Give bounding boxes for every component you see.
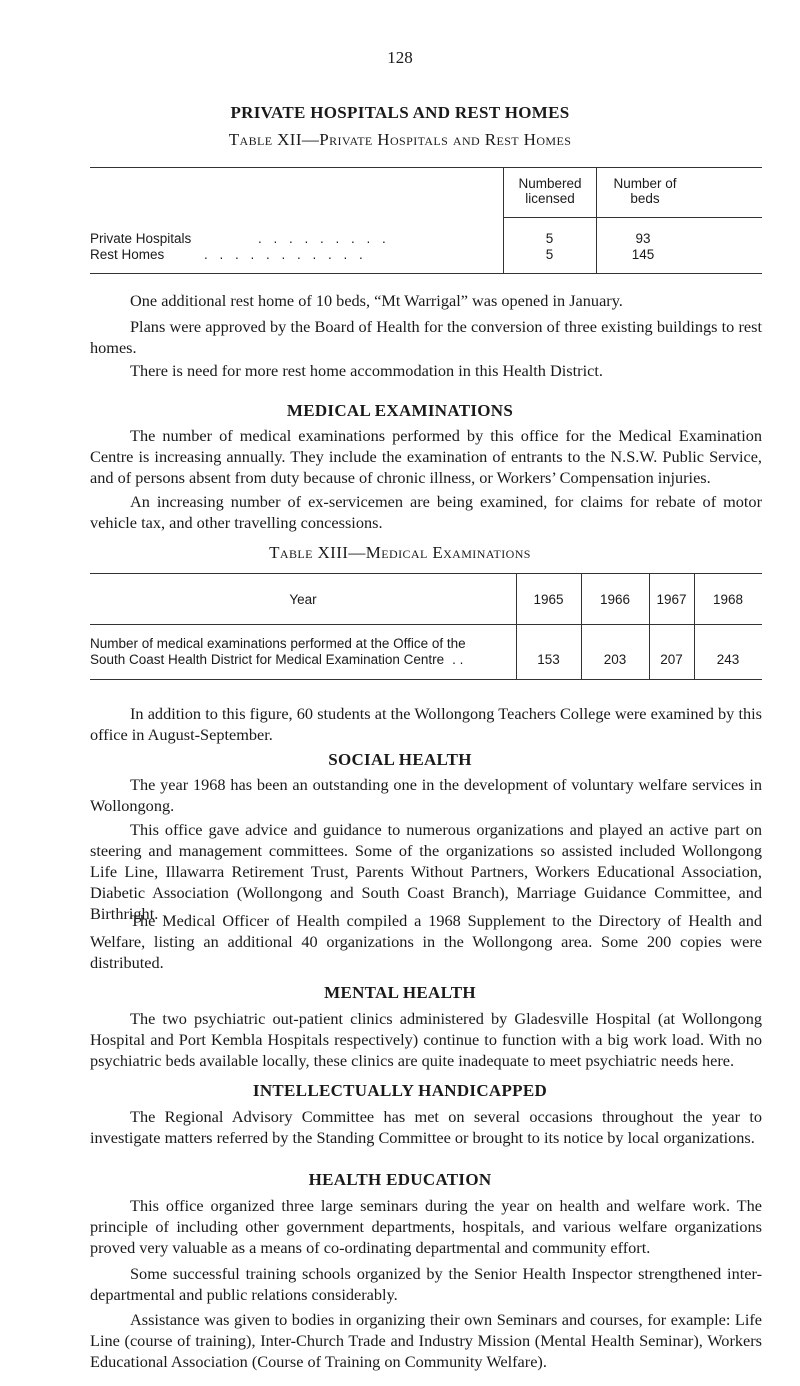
table-rule — [90, 273, 762, 274]
col-header-1968: 1968 — [712, 592, 744, 607]
table-xii — [90, 167, 762, 273]
row-label-rest-homes: Rest Homes — [90, 247, 165, 262]
paragraph: The Medical Officer of Health compiled a 1968 Supplement to the Directory of Health and Welfare, listing an additional 40 organizations in the Wollongong area. Some 200 copies were distributed. — [90, 911, 762, 972]
table-rule — [90, 573, 762, 574]
paragraph: The two psychiatric out-patient clinics administered by Gladesville Hospital (at Wollongong Hospital and Port Kembla Hospitals respectively) continue to function with a big work load. With no psychiatric beds available locally, these clinics are quite inadequate to meet psychiatric needs here. — [90, 1009, 762, 1070]
cell-value: 153 — [537, 652, 560, 667]
paragraph: An increasing number of ex-servicemen are being examined, for claims for rebate of motor vehicle tax, and other travelling concessions. — [90, 492, 762, 532]
heading-social-health: SOCIAL HEALTH — [328, 750, 472, 769]
cell-value: 93 — [635, 231, 651, 246]
paragraph: In addition to this figure, 60 students at the Wollongong Teachers College were examined by this office in August-September. — [90, 704, 762, 744]
cell-value: 203 — [603, 652, 627, 667]
table-rule — [90, 167, 762, 168]
col-header-1965: 1965 — [533, 592, 564, 607]
heading-private-hospitals: PRIVATE HOSPITALS AND REST HOMES — [230, 103, 570, 122]
col-header-number-of-beds: Number of beds — [613, 176, 677, 206]
cell-value: 5 — [545, 247, 554, 262]
col-header-1966: 1966 — [599, 592, 631, 607]
cell-value: 243 — [716, 652, 740, 667]
heading-health-education: HEALTH EDUCATION — [308, 1170, 492, 1189]
cell-value: 207 — [660, 652, 683, 667]
paragraph: This office organized three large seminars during the year on health and welfare work. The principle of including other government departments, hospitals, and various welfare organizations proved very valuable as a means of co-ordinating departmental and community effort. — [90, 1196, 762, 1257]
table-rule — [503, 217, 762, 218]
cell-value: 145 — [631, 247, 655, 262]
row-label-private-hospitals: Private Hospitals — [90, 231, 192, 246]
paragraph: The year 1968 has been an outstanding one in the development of voluntary welfare services in Wollongong. — [90, 775, 762, 815]
row-label-line1: Number of medical examinations performed at the Office of the — [90, 636, 466, 651]
page-number: 128 — [387, 48, 413, 67]
table-xiii — [90, 573, 762, 673]
col-header-1967: 1967 — [656, 592, 687, 607]
table-xiii-caption: Table XIII—Medical Examinations — [269, 543, 531, 562]
cell-value: 5 — [545, 231, 554, 246]
table-rule — [90, 679, 762, 680]
paragraph: One additional rest home of 10 beds, “Mt Warrigal” was opened in January. — [130, 291, 623, 310]
heading-medical-examinations: MEDICAL EXAMINATIONS — [286, 401, 514, 420]
paragraph: Plans were approved by the Board of Health for the conversion of three existing buildings to rest homes. — [90, 317, 762, 357]
leader-dots: . . . . . . . . . — [258, 231, 390, 246]
col-header-numbered-licensed: Numbered licensed — [518, 176, 582, 206]
heading-mental-health: MENTAL HEALTH — [324, 983, 476, 1002]
paragraph: The number of medical examinations performed by this office for the Medical Examination Centre is increasing annually. They include the examination of entrants to the N.S.W. Public Service, and of persons absent from duty because of chronic illness, or Workers’ Compensation injuries. — [90, 426, 762, 487]
paragraph: Some successful training schools organized by the Senior Health Inspector strengthened inter-departmental and public relations considerably. — [90, 1264, 762, 1304]
table-rule — [90, 624, 762, 625]
col-header-year: Year — [289, 592, 317, 607]
paragraph: There is need for more rest home accommodation in this Health District. — [130, 361, 603, 380]
paragraph: The Regional Advisory Committee has met on several occasions throughout the year to investigate matters referred by the Standing Committee or brought to its notice by local organizations. — [90, 1107, 762, 1147]
paragraph: Assistance was given to bodies in organizing their own Seminars and courses, for example: Life Line (course of training), Inter-Church Trade and Industry Mission (Mental Health Seminar), Workers Educational Association (Course of Training on Community Welfare). — [90, 1310, 762, 1371]
leader-dots: . . . . . . . . . . . — [204, 247, 367, 262]
table-xii-caption: Table XII—Private Hospitals and Rest Homes — [228, 130, 572, 149]
heading-intellectually-handicapped: INTELLECTUALLY HANDICAPPED — [252, 1081, 548, 1100]
paragraph: This office gave advice and guidance to numerous organizations and played an active part on steering and management committees. Some of the organizations so assisted included Wollongong Life Line, Illawarra Retirement Trust, Parents Without Partners, Workers Educational Association, Diabetic Association (Wollongong and South Coast Branch), Marriage Guidance Committee, and Birthright. — [90, 820, 762, 923]
row-label-line2: South Coast Health District for Medical Examination Centre . . — [90, 652, 464, 667]
